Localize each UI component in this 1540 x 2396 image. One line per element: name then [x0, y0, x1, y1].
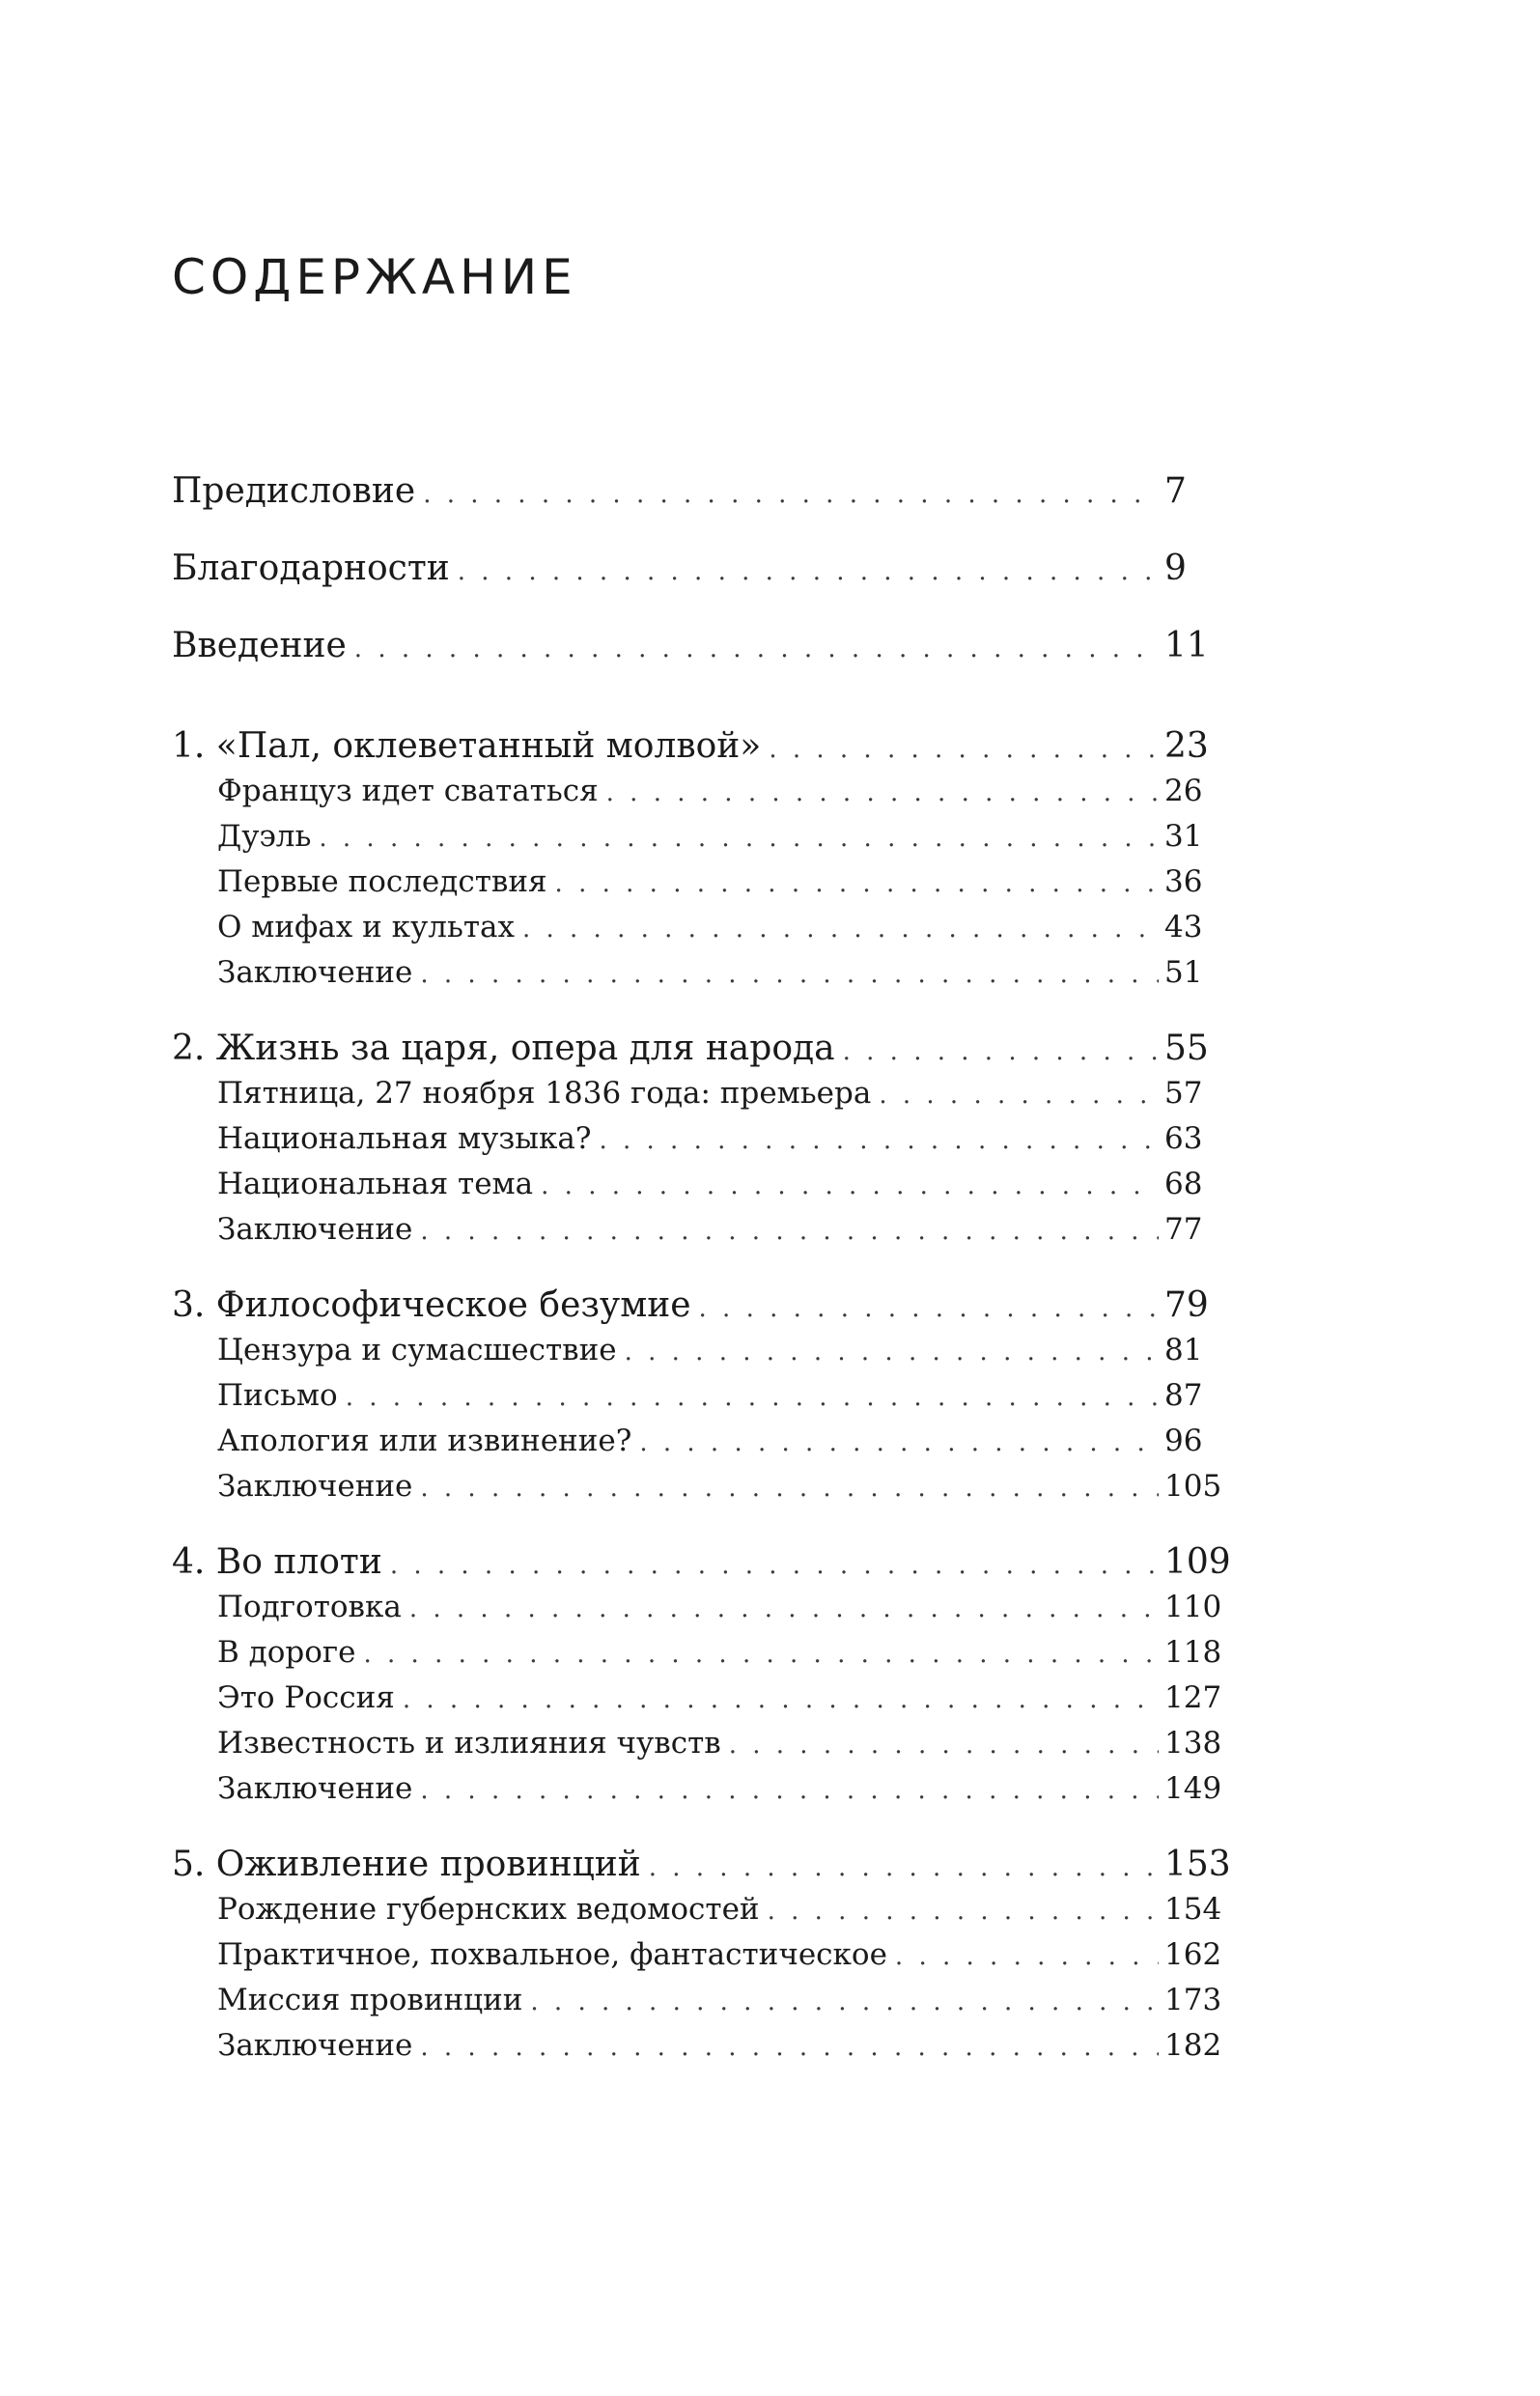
toc-section[interactable] [172, 1464, 1234, 1509]
toc-page-number: 138 [1164, 1726, 1222, 1761]
section-title: Национальная тема [217, 1167, 534, 1201]
chapter-title: 4. Во плоти [172, 1542, 382, 1582]
dot-leader [555, 861, 1159, 907]
section-title: Практичное, похвальное, фантастическое [217, 1937, 887, 1972]
toc-section[interactable] [172, 860, 1234, 905]
toc-page-number: 77 [1164, 1212, 1203, 1247]
toc-page-number: 153 [1164, 1845, 1231, 1884]
toc-entry-title: Предисловие [172, 471, 416, 511]
toc-section[interactable] [172, 905, 1234, 950]
table-of-contents [172, 462, 1234, 2069]
dot-leader [354, 619, 1159, 679]
toc-section[interactable] [172, 1162, 1234, 1207]
dot-leader [319, 816, 1159, 861]
toc-section[interactable] [172, 1585, 1234, 1630]
dot-leader [522, 907, 1159, 952]
toc-chapter-3[interactable] [172, 1283, 1234, 1328]
toc-section[interactable] [172, 1373, 1234, 1419]
section-title: Цензура и сумасшествие [217, 1333, 617, 1367]
dot-leader [699, 1286, 1159, 1331]
toc-page-number: 26 [1164, 774, 1203, 808]
dot-leader [390, 1543, 1159, 1588]
toc-section[interactable] [172, 1766, 1234, 1812]
toc-section[interactable] [172, 769, 1234, 814]
section-title: Заключение [217, 955, 413, 990]
section-title: Заключение [217, 1771, 413, 1806]
toc-page-number: 63 [1164, 1121, 1203, 1156]
section-title: Француз идет свататься [217, 774, 599, 808]
dot-leader [769, 727, 1159, 772]
toc-entry-acknowledgements[interactable] [172, 539, 1234, 616]
section-title: Первые последствия [217, 864, 547, 899]
chapter-title: 2. Жизнь за царя, опера для народа [172, 1029, 835, 1068]
toc-entry-title: Введение [172, 626, 347, 665]
dot-leader [768, 1889, 1159, 1934]
dot-leader [599, 1118, 1159, 1164]
section-title: Апология или извинение? [217, 1424, 632, 1458]
toc-section[interactable] [172, 814, 1234, 860]
toc-page-number: 23 [1164, 726, 1209, 766]
dot-leader [420, 2025, 1159, 2071]
section-title: Заключение [217, 1212, 413, 1247]
dot-leader [729, 1723, 1159, 1768]
section-title: О мифах и культах [217, 910, 515, 944]
dot-leader [649, 1846, 1159, 1890]
dot-leader [420, 1768, 1159, 1814]
chapters-list [172, 724, 1234, 2069]
section-title: Пятница, 27 ноября 1836 года: премьера [217, 1076, 872, 1111]
page-title: СОДЕРЖАНИЕ [172, 249, 577, 305]
section-title: Это Россия [217, 1680, 395, 1715]
dot-leader [625, 1330, 1159, 1375]
dot-leader [606, 771, 1159, 816]
dot-leader [420, 1466, 1159, 1511]
dot-leader [420, 952, 1159, 998]
toc-section[interactable] [172, 1887, 1234, 1932]
toc-page-number: 68 [1164, 1167, 1203, 1201]
section-title: Национальная музыка? [217, 1121, 592, 1156]
toc-section[interactable] [172, 1630, 1234, 1676]
toc-chapter-4[interactable] [172, 1540, 1234, 1585]
toc-page-number: 118 [1164, 1635, 1222, 1670]
dot-leader [420, 1209, 1159, 1254]
section-title: Письмо [217, 1378, 338, 1413]
toc-page-number: 9 [1164, 549, 1187, 588]
dot-leader [458, 542, 1159, 602]
dot-leader [403, 1677, 1159, 1723]
toc-page-number: 57 [1164, 1076, 1203, 1111]
dot-leader [639, 1421, 1159, 1466]
section-title: Дуэль [217, 819, 312, 854]
toc-section[interactable] [172, 1071, 1234, 1116]
toc-section[interactable] [172, 1419, 1234, 1464]
toc-section[interactable] [172, 1207, 1234, 1253]
dot-leader [530, 1980, 1159, 2025]
toc-page-number: 81 [1164, 1333, 1203, 1367]
toc-page-number: 110 [1164, 1590, 1222, 1624]
toc-section[interactable] [172, 1978, 1234, 2023]
toc-section[interactable] [172, 1721, 1234, 1766]
dot-leader [423, 465, 1159, 524]
toc-page-number: 149 [1164, 1771, 1222, 1806]
toc-page-number: 11 [1164, 626, 1209, 665]
toc-section[interactable] [172, 1116, 1234, 1162]
toc-page-number: 154 [1164, 1892, 1222, 1927]
toc-entry-preface[interactable] [172, 462, 1234, 539]
toc-section[interactable] [172, 1932, 1234, 1978]
section-title: Заключение [217, 1469, 413, 1504]
toc-page-number: 182 [1164, 2028, 1222, 2063]
toc-page-number: 96 [1164, 1424, 1203, 1458]
chapter-title: 5. Оживление провинций [172, 1845, 641, 1884]
dot-leader [363, 1632, 1159, 1677]
toc-chapter-1[interactable] [172, 724, 1234, 769]
toc-page-number: 109 [1164, 1542, 1231, 1582]
chapter-title: 1. «Пал, оклеветанный молвой» [172, 726, 762, 766]
chapter-title: 3. Философическое безумие [172, 1285, 691, 1325]
dot-leader [541, 1164, 1159, 1209]
toc-page-number: 127 [1164, 1680, 1222, 1715]
toc-page-number: 7 [1164, 471, 1187, 511]
toc-section[interactable] [172, 950, 1234, 996]
toc-page-number: 55 [1164, 1029, 1209, 1068]
dot-leader [346, 1375, 1159, 1421]
section-title: Заключение [217, 2028, 413, 2063]
toc-entry-title: Благодарности [172, 549, 450, 588]
toc-page-number: 43 [1164, 910, 1203, 944]
toc-section[interactable] [172, 1676, 1234, 1721]
toc-page-number: 87 [1164, 1378, 1203, 1413]
toc-page-number: 51 [1164, 955, 1203, 990]
section-title: Рождение губернских ведомостей [217, 1892, 760, 1927]
toc-page-number: 173 [1164, 1983, 1222, 2017]
toc-chapter-2[interactable] [172, 1027, 1234, 1071]
toc-entry-introduction[interactable] [172, 616, 1234, 693]
section-title: Известность и излияния чувств [217, 1726, 721, 1761]
dot-leader [895, 1934, 1159, 1980]
section-title: В дороге [217, 1635, 356, 1670]
toc-page-number: 162 [1164, 1937, 1222, 1972]
toc-page-number: 105 [1164, 1469, 1222, 1504]
dot-leader [879, 1073, 1159, 1118]
toc-page-number: 31 [1164, 819, 1203, 854]
toc-page-number: 79 [1164, 1285, 1209, 1325]
dot-leader [409, 1587, 1159, 1632]
toc-chapter-5[interactable] [172, 1843, 1234, 1887]
section-title: Миссия провинции [217, 1983, 523, 2017]
toc-page-number: 36 [1164, 864, 1203, 899]
dot-leader [843, 1029, 1159, 1074]
toc-section[interactable] [172, 2023, 1234, 2069]
section-title: Подготовка [217, 1590, 402, 1624]
toc-section[interactable] [172, 1328, 1234, 1373]
